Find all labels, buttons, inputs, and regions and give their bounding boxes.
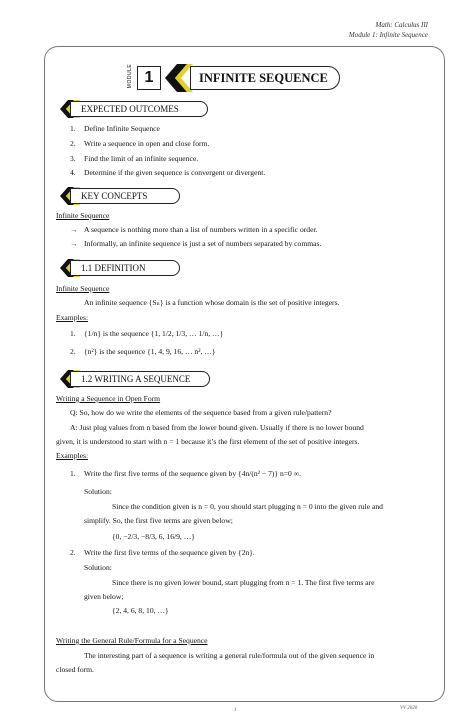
solution-label: Solution: bbox=[84, 487, 112, 496]
list-number: 4. bbox=[70, 168, 76, 177]
section-heading: EXPECTED OUTCOMES bbox=[81, 104, 179, 114]
concept-bullet: Informally, an infinite sequence is just a set of numbers separated by commas. bbox=[84, 239, 322, 248]
footer-year: VV 2020 bbox=[400, 706, 418, 711]
list-number: 1. bbox=[70, 124, 76, 133]
solution-2-line-2: given below; bbox=[84, 592, 124, 601]
list-number: 3. bbox=[70, 154, 76, 163]
example-1: {1/n} is the sequence {1, 1/2, 1/3, … 1/n, …} bbox=[84, 329, 224, 338]
general-text-2: closed form. bbox=[56, 665, 94, 674]
list-number: 1. bbox=[70, 329, 76, 338]
answer-line-1: A: Just plug values from n based from the lower bound given. Usually if there is no lower bound bbox=[70, 423, 364, 432]
question-text: Q: So, how do we write the elements of the sequence based from a given rule/pattern? bbox=[70, 408, 332, 417]
module-label: MODULE bbox=[127, 63, 134, 89]
solution-1-answer: {0, −2/3, −8/3, 6, 16/9, …} bbox=[112, 532, 195, 541]
solution-2-answer: {2, 4, 6, 8, 10, …} bbox=[112, 606, 169, 615]
examples-label: Examples: bbox=[56, 451, 89, 460]
examples-label: Examples: bbox=[56, 313, 89, 322]
subheading: Writing the General Rule/Formula for a Sequence bbox=[56, 636, 208, 645]
answer-line-2: given, it is understood to start with n = 1 because it’s the first element of the set of positive integers. bbox=[56, 437, 360, 446]
subheading: Infinite Sequence bbox=[56, 284, 110, 293]
subheading: Writing a Sequence in Open Form bbox=[56, 394, 161, 403]
outcome-item: Write a sequence in open and close form. bbox=[84, 139, 210, 148]
outcome-item: Define Infinite Sequence bbox=[84, 124, 160, 133]
general-text-1: The interesting part of a sequence is writing a general rule/formula out of the given sequence in bbox=[84, 651, 375, 660]
section-writing-sequence bbox=[70, 371, 210, 387]
module-number: 1 bbox=[137, 66, 161, 90]
solution-1-line-2: simplify. So, the first five terms are given below; bbox=[84, 516, 233, 525]
list-number: 2. bbox=[70, 347, 76, 356]
outcome-item: Find the limit of an infinite sequence. bbox=[84, 154, 199, 163]
section-expected-outcomes bbox=[70, 101, 208, 117]
running-header bbox=[349, 20, 428, 40]
solution-1-line-1: Since the condition given is n = 0, you should start plugging n = 0 into the given rule and bbox=[112, 502, 383, 511]
double-chevron-icon bbox=[163, 64, 193, 92]
subheading: Infinite Sequence bbox=[56, 211, 110, 220]
definition-text: An infinite sequence {Sₙ} is a function whose domain is the set of positive integers. bbox=[84, 298, 340, 307]
course-title: Math: Calculus III bbox=[375, 21, 428, 29]
section-key-concepts bbox=[70, 188, 180, 204]
solution-2-line-1: Since there is no given lower bound, start plugging from n = 1. The first five terms are bbox=[112, 578, 375, 587]
section-heading: 1.1 DEFINITION bbox=[81, 263, 146, 273]
module-title: INFINITE SEQUENCE bbox=[199, 71, 328, 85]
list-number: 2. bbox=[70, 139, 76, 148]
list-number: 2. bbox=[70, 548, 76, 557]
section-definition bbox=[70, 260, 180, 276]
outcome-item: Determine if the given sequence is convergent or divergent. bbox=[84, 168, 266, 177]
exercise-1: Write the first five terms of the sequence given by {4n/(n² − 7)} n=0 ∞. bbox=[84, 469, 302, 478]
example-2: {n²} is the sequence {1, 4, 9, 16, … n², …} bbox=[84, 347, 216, 356]
arrow-icon: → bbox=[70, 225, 78, 234]
list-number: 1. bbox=[70, 469, 76, 478]
module-title-box bbox=[190, 66, 340, 90]
section-heading: KEY CONCEPTS bbox=[81, 191, 148, 201]
section-heading: 1.2 WRITING A SEQUENCE bbox=[81, 374, 191, 384]
module-subtitle: Module 1: Infinite Sequence bbox=[348, 31, 428, 39]
solution-label: Solution: bbox=[84, 563, 112, 572]
page-number: 1 bbox=[234, 708, 237, 713]
concept-bullet: A sequence is nothing more than a list of numbers written in a specific order. bbox=[84, 225, 318, 234]
exercise-2: Write the first five terms of the sequence given by {2n}. bbox=[84, 548, 255, 557]
arrow-icon: → bbox=[70, 239, 78, 248]
